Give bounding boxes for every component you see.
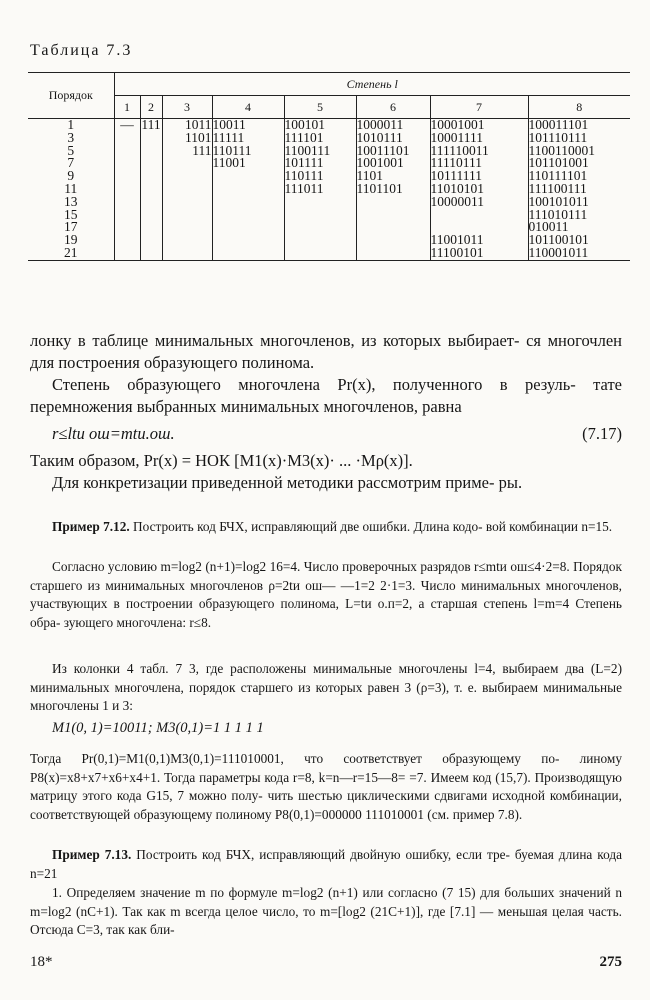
order-value: 5 xyxy=(67,142,75,158)
poly-cell: 10001001 xyxy=(430,117,485,132)
paragraph-column-4: Из колонки 4 табл. 7 3, где расположены минимальные многочлены l=4, выбираем два (L=2) минимальных многочлена, порядок старшего из которых равен 3 (ρ=3), т. е. выбираем минимальные многочлены 1 и 3: xyxy=(30,661,622,714)
poly-cell: 10011101 xyxy=(356,142,410,158)
header-order: Порядок xyxy=(28,73,114,119)
poly-cell: 1011 xyxy=(185,117,212,132)
poly-cell: 100101 xyxy=(284,117,325,132)
degree-label: 3 xyxy=(162,96,212,119)
poly-cell: 101111 xyxy=(284,155,324,171)
poly-cell: 110001011 xyxy=(528,244,589,260)
poly-cell: 11100101 xyxy=(430,244,484,260)
degree-label: 2 xyxy=(140,96,162,119)
poly-cell: 111110011 xyxy=(430,142,489,158)
order-value: 7 xyxy=(67,155,75,171)
order-value: 3 xyxy=(67,129,75,145)
example-heading: Пример 7.13. xyxy=(52,847,132,862)
formula-7-17: r≤ltи ош=mtи.ош. xyxy=(52,424,175,443)
order-value: 13 xyxy=(64,193,78,209)
order-value: 17 xyxy=(64,219,78,235)
poly-cell: — xyxy=(120,117,134,132)
degree-label: 1 xyxy=(114,96,140,119)
poly-cell: 1100111 xyxy=(284,142,331,158)
poly-cell: 111011 xyxy=(284,180,324,196)
degree-4-column xyxy=(212,119,284,261)
poly-cell xyxy=(431,209,528,222)
poly-cell: 10011 xyxy=(212,117,246,132)
paragraph-generator: Тогда Pr(0,1)=M1(0,1)M3(0,1)=111010001, что соответствует образующему по- линому P8(x)=x8+x7+x6+x4+1. Тогда параметры кода r=8, k=n—r=15—8= =7. Имеем код (15,7). Производящую матрицу этого кода G15, 7 можно полу- чить шестью циклическими сдвигами исходной комбинации, соответствующей образующему полиному P8(0,1)=000000 111010001 (см. пример 7.8). xyxy=(30,751,622,822)
order-value: 1 xyxy=(67,117,75,132)
paragraph-degree: Степень образующего многочлена Pr(x), полученного в резуль- тате перемножения выбранных минимальных многочленов, равна xyxy=(30,375,622,416)
poly-cell: 11111 xyxy=(212,129,245,145)
paragraph-intro-examples: Для конкретизации приведенной методики рассмотрим приме- ры. xyxy=(52,473,523,492)
poly-cell: 1000011 xyxy=(356,117,404,132)
example-7-13 xyxy=(30,846,622,883)
formula-number: (7.17) xyxy=(582,424,622,443)
order-column xyxy=(28,119,114,261)
degree-label: 5 xyxy=(284,96,356,119)
poly-cell: 111100111 xyxy=(528,180,587,196)
degree-6-column xyxy=(356,119,430,261)
degree-1-column xyxy=(114,119,140,261)
poly-cell: 111 xyxy=(192,142,212,158)
example-statement: Построить код БЧХ, исправляющий две ошибки. Длина кодо- вой комбинации n=15. xyxy=(133,519,613,534)
paragraph-conditions: Согласно условию m=log2 (n+1)=log2 16=4. Число проверочных разрядов r≤mtи ош≤4·2=8. Порядок старшего из минимальных многочленов ρ=2tи ош— —1=2 2·1=3. Число минимальных многочленов, участвующих в построении образующего полинома, L=tи о.п=2, а старшая степень l=m=4 Степень обра- зующего многочлена: r≤8. xyxy=(30,559,622,630)
poly-cell: 1001001 xyxy=(356,155,404,171)
poly-cell: 1100110001 xyxy=(528,142,595,158)
poly-cell: 11001 xyxy=(212,155,246,171)
degree-label: 8 xyxy=(528,96,630,119)
order-value: 9 xyxy=(67,168,75,184)
order-value: 11 xyxy=(64,180,78,196)
degree-label: 7 xyxy=(430,96,528,119)
poly-cell: 100101011 xyxy=(528,193,589,209)
poly-cell: 101101001 xyxy=(528,155,589,171)
poly-cell: 101100101 xyxy=(528,232,589,248)
degree-label: 6 xyxy=(356,96,430,119)
example-7-12 xyxy=(30,518,622,537)
paragraph-step-1: 1. Определяем значение m по формуле m=log2 (n+1) или согласно (7 15) для больших значений n m=log2 (nC+1). Так как m всегда целое число, то m=[log2 (21C+1)], где [7.1] — меньшая целая часть. Отсюда C=3, так как бли- xyxy=(30,885,622,938)
order-value: 15 xyxy=(64,206,78,222)
header-degree: Степень l xyxy=(114,73,630,96)
table-7-3 xyxy=(28,72,630,261)
poly-cell: 100011101 xyxy=(528,117,589,132)
poly-cell: 10111111 xyxy=(430,168,482,184)
poly-cell: 111010111 xyxy=(528,206,588,222)
table-caption: Таблица 7.3 xyxy=(30,42,133,59)
poly-cell: 110111 xyxy=(284,168,324,184)
poly-cell: 010011 xyxy=(528,219,569,235)
page-number: 275 xyxy=(599,954,622,970)
example-heading: Пример 7.12. xyxy=(52,519,130,534)
formula-lcm: Таким образом, Pr(x) = НОК [M1(x)·M3(x)· ... ·Mρ(x)]. xyxy=(30,451,413,470)
degree-2-column xyxy=(140,119,162,261)
poly-cell: 11001011 xyxy=(430,232,484,248)
poly-cell: 11010101 xyxy=(430,180,484,196)
formula-minimal-polys: M1(0, 1)=10011; M3(0,1)=1 1 1 1 1 xyxy=(52,720,264,736)
degree-8-column xyxy=(528,119,630,261)
poly-cell: 1101 xyxy=(356,168,383,184)
degree-header-row xyxy=(28,96,630,119)
signature-mark: 18* xyxy=(30,954,53,970)
poly-cell: 10000011 xyxy=(430,193,484,209)
poly-cell: 101110111 xyxy=(528,129,588,145)
poly-cell: 110111 xyxy=(212,142,252,158)
example-statement: Построить код БЧХ, исправляющий двойную ошибку, если тре- буемая длина кода n=21 xyxy=(30,847,623,881)
order-value: 19 xyxy=(64,232,78,248)
poly-cell: 1010111 xyxy=(356,129,403,145)
poly-cell: 110111101 xyxy=(528,168,588,184)
degree-7-column xyxy=(430,119,528,261)
degree-5-column xyxy=(284,119,356,261)
degree-label: 4 xyxy=(212,96,284,119)
degree-3-column xyxy=(162,119,212,261)
poly-cell: 1101101 xyxy=(356,180,403,196)
poly-cell: 111 xyxy=(141,117,161,132)
paragraph-continuation: лонку в таблице минимальных многочленов, из которых выбирает- ся многочлен для построения образующего полинома. xyxy=(30,331,622,372)
poly-cell: 11110111 xyxy=(430,155,482,171)
order-value: 21 xyxy=(64,244,78,260)
poly-cell: 1101 xyxy=(185,129,212,145)
poly-cell: 10001111 xyxy=(430,129,483,145)
poly-cell: 111101 xyxy=(284,129,324,145)
